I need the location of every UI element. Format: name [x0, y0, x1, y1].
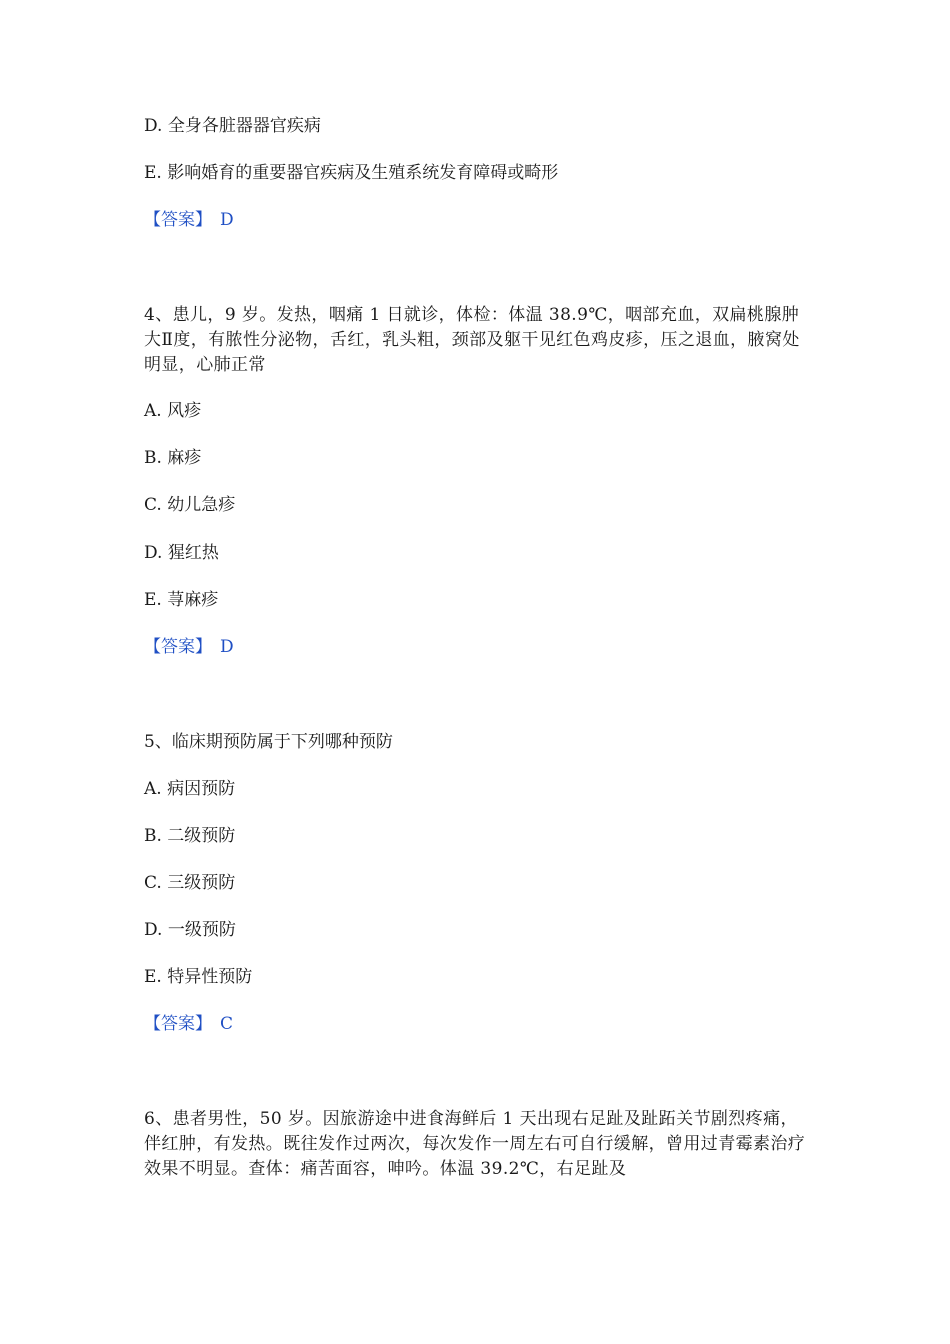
- q3-option-d: D. 全身各脏器器官疾病: [144, 116, 321, 136]
- q5-option-d: D. 一级预防: [144, 920, 236, 940]
- q3-answer: [144, 208, 234, 232]
- q4-option-a: A. 风疹: [144, 401, 202, 421]
- q5-option-b: B. 二级预防: [144, 826, 236, 846]
- q5-answer: [144, 1012, 233, 1036]
- q5-stem: 5、临床期预防属于下列哪种预防: [144, 732, 393, 752]
- q5-option-e: E. 特异性预防: [144, 967, 253, 987]
- q4-option-d: D. 猩红热: [144, 543, 219, 563]
- q4-stem: 4、患儿，9 岁。发热，咽痛 1 日就诊，体检：体温 38.9℃，咽部充血，双扁桃腺肿大Ⅱ度，有脓性分泌物，舌红，乳头粗，颈部及躯干见红色鸡皮疹，压之退血，腋窝处明显，心肺正常: [144, 305, 800, 375]
- q4-option-e: E. 荨麻疹: [144, 590, 219, 610]
- answer-label: 【答案】: [144, 1014, 212, 1034]
- q4-answer: [144, 635, 234, 659]
- q5-option-a: A. 病因预防: [144, 779, 236, 799]
- q6-stem: 6、患者男性，50 岁。因旅游途中进食海鲜后 1 天出现右足趾及趾跖关节剧烈疼痛，伴红肿，有发热。既往发作过两次，每次发作一周左右可自行缓解，曾用过青霉素治疗效果不明显。查体：痛苦面容，呻吟。体温 39.2℃，右足趾及: [144, 1109, 806, 1179]
- q4-option-c: C. 幼儿急疹: [144, 495, 236, 515]
- answer-value: C: [220, 1014, 234, 1034]
- q4-option-b: B. 麻疹: [144, 448, 202, 468]
- q3-option-e: E. 影响婚育的重要器官疾病及生殖系统发育障碍或畸形: [144, 163, 559, 183]
- answer-value: D: [220, 637, 234, 657]
- q5-option-c: C. 三级预防: [144, 873, 236, 893]
- answer-label: 【答案】: [144, 637, 212, 657]
- answer-label: 【答案】: [144, 210, 212, 230]
- answer-value: D: [220, 210, 234, 230]
